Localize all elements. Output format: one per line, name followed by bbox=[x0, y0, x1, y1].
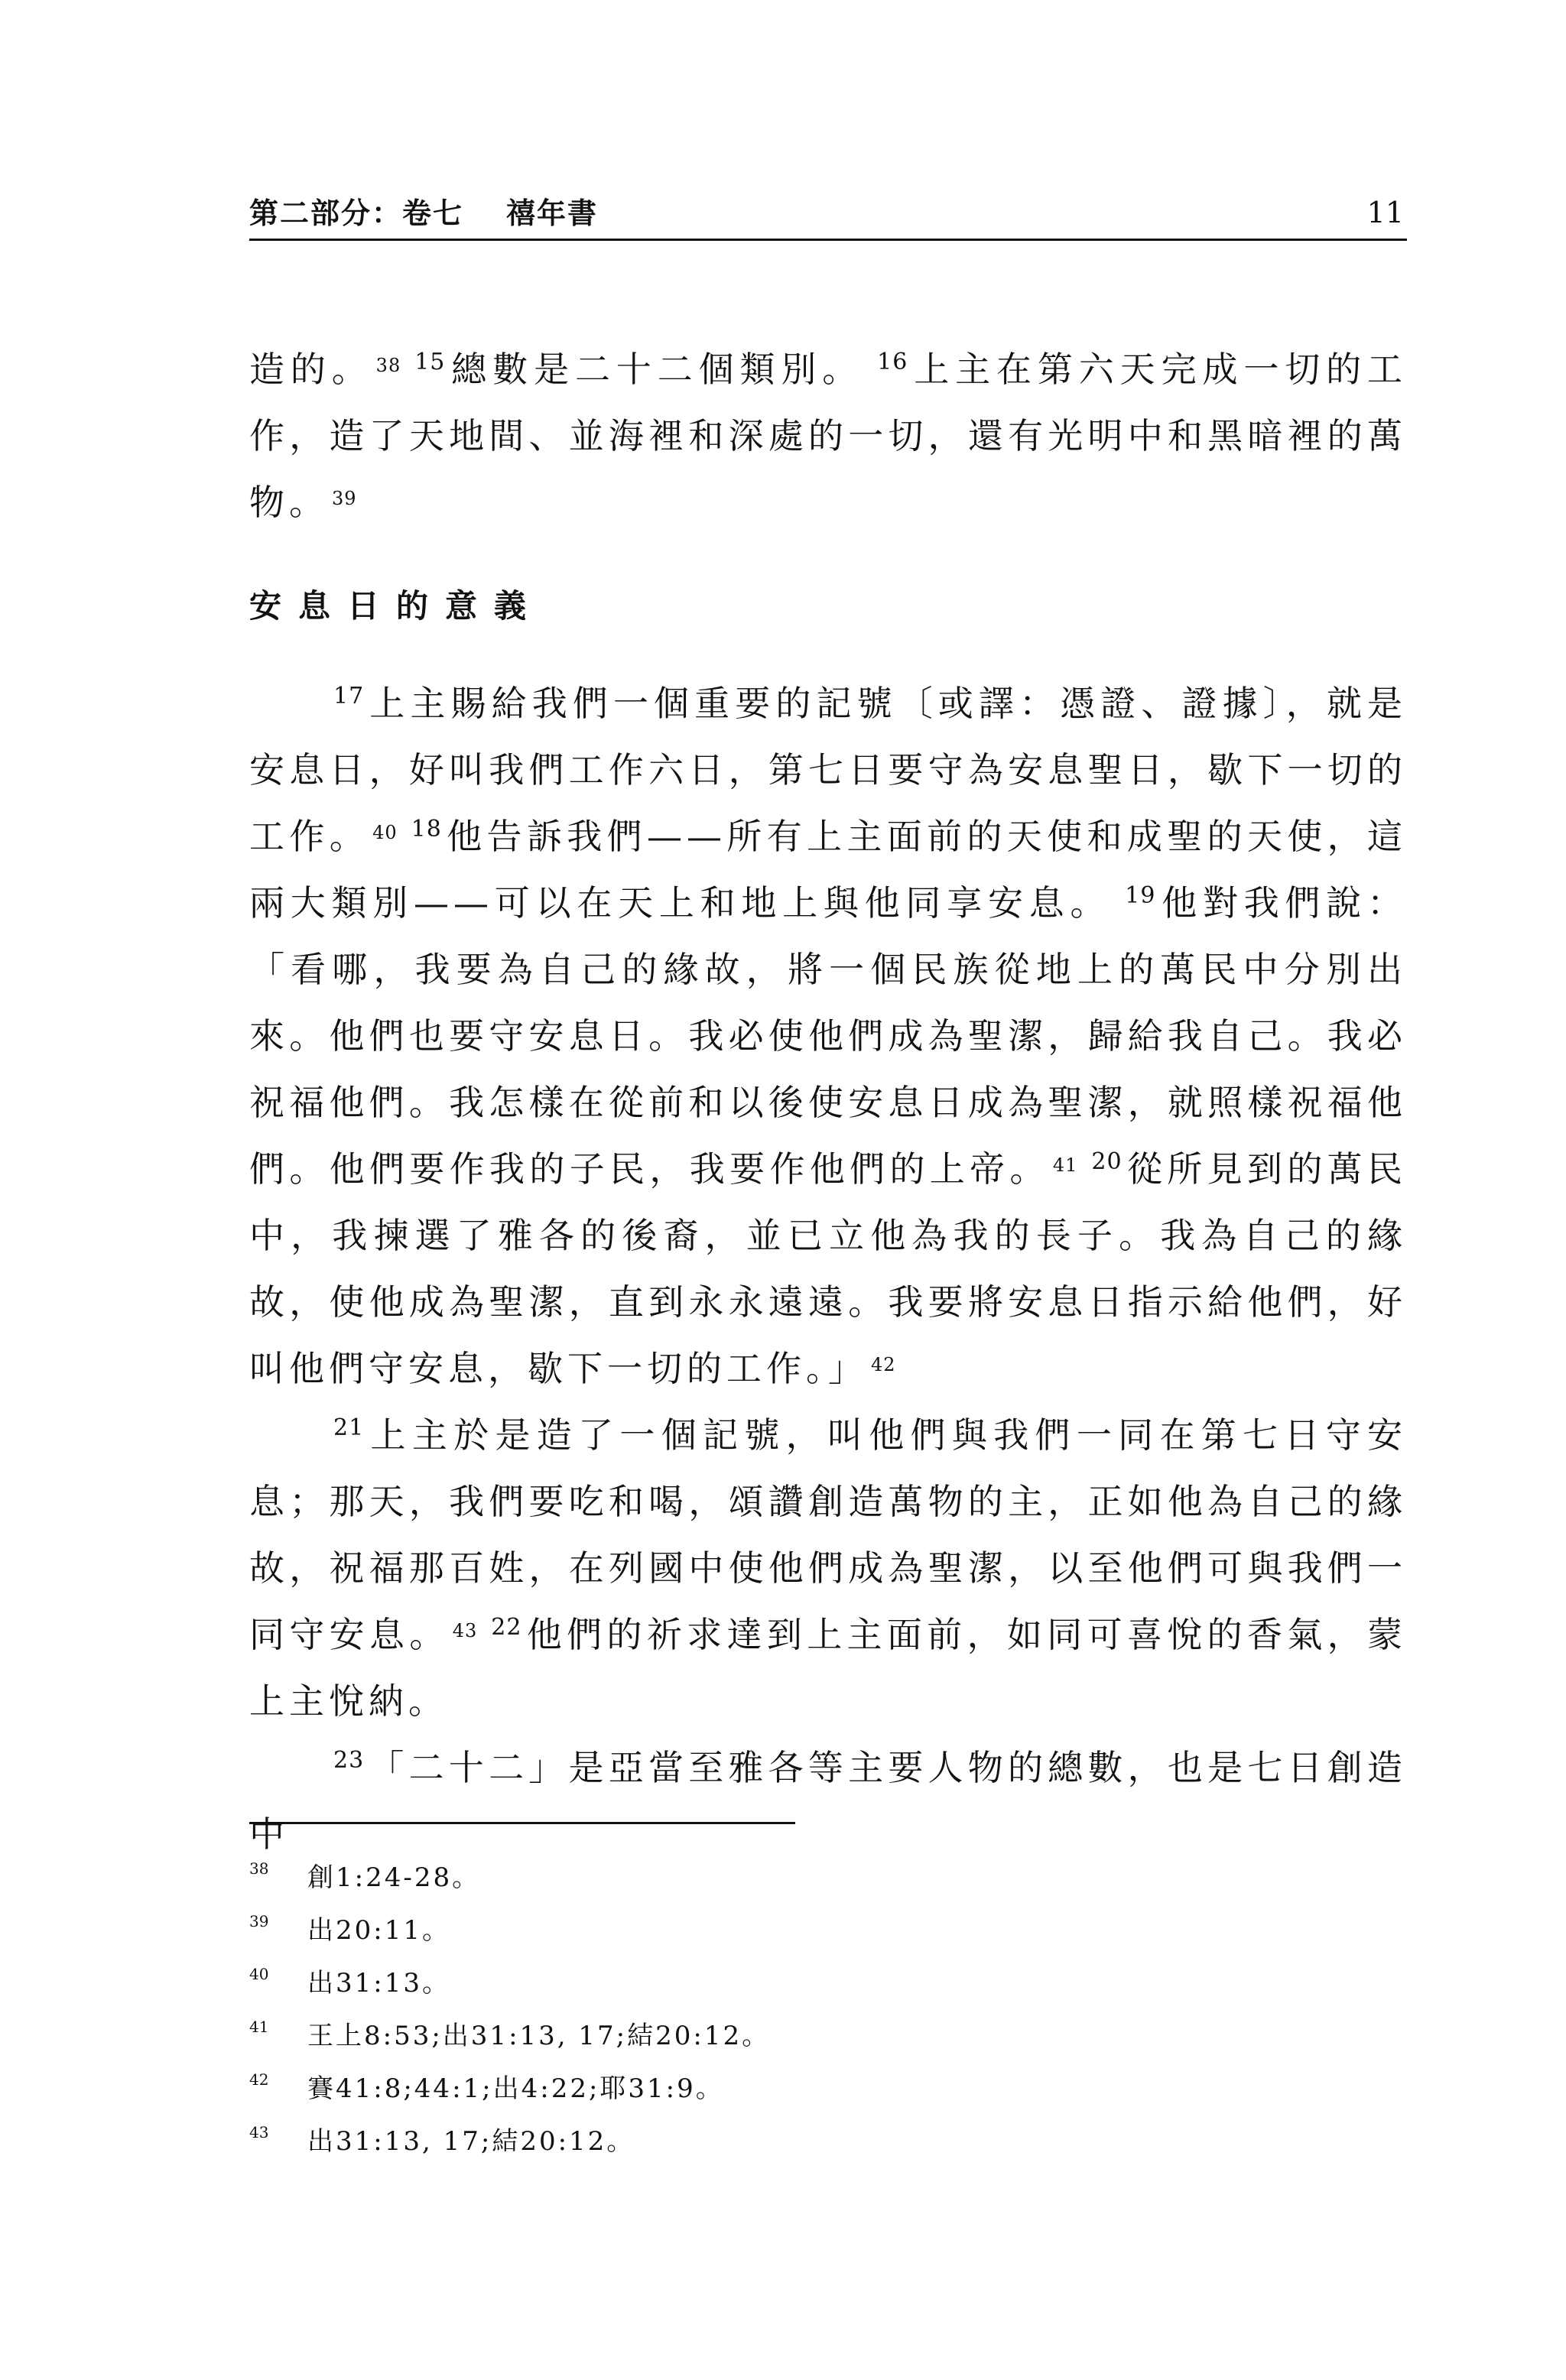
footnote-number: 41 bbox=[249, 2018, 269, 2036]
footnote-text: 王上8:53;出31:13, 17;結20:12。 bbox=[307, 2021, 771, 2051]
verse-number-15: 15 bbox=[414, 348, 446, 375]
footnote-text: 出20:11。 bbox=[307, 1915, 450, 1946]
footnote-number: 43 bbox=[249, 2123, 269, 2141]
footnote-ref-38[interactable]: 38 bbox=[375, 354, 401, 376]
text-run: 從所見到的萬民中，我揀選了雅各的後裔，並已立他為我的長子。我為自己的緣故，使他成為聖潔，直到永永遠遠。我要將安息日指示給他們，好叫他們守安息，歇下一切的工作。」 bbox=[249, 1148, 1408, 1389]
text-run: 造的。 bbox=[249, 349, 373, 390]
footnote-number: 42 bbox=[249, 2070, 269, 2089]
section-heading: 安息日的意義 bbox=[249, 587, 544, 625]
footnote-ref-39[interactable]: 39 bbox=[332, 487, 357, 509]
footnote-40 bbox=[249, 1948, 1407, 2001]
footnotes bbox=[249, 1843, 1407, 2159]
running-head-title bbox=[249, 190, 598, 232]
part-label: 第二部分：卷七 bbox=[249, 196, 464, 230]
footnote-42 bbox=[249, 2054, 1407, 2106]
footnote-38 bbox=[249, 1843, 1407, 1895]
book-title: 禧年書 bbox=[506, 196, 599, 230]
text-run: 上主賜給我們一個重要的記號〔或譯：憑證、證據〕，就是安息日，好叫我們工作六日，第七日要守為安息聖日，歇下一切的工作。 bbox=[249, 683, 1407, 857]
text-run: 總數是二十二個類別。 bbox=[450, 349, 864, 390]
page-number: 11 bbox=[1366, 196, 1404, 229]
text-run: 他們的祈求達到上主面前，如同可喜悅的香氣，蒙上主悅納。 bbox=[249, 1614, 1408, 1722]
verse-number-17: 17 bbox=[333, 682, 365, 709]
text-run: 他對我們說：「看哪，我要為自己的緣故，將一個民族從地上的萬民中分別出來。他們也要守安息日。我必使他們成為聖潔，歸給我自己。我必祝福他們。我怎樣在從前和以後使安息日成為聖潔，就照樣祝福他們。他們要作我的子民，我要作他們的上帝。 bbox=[249, 882, 1408, 1190]
footnote-39 bbox=[249, 1895, 1407, 1948]
footnote-text: 創1:24-28。 bbox=[307, 1862, 481, 1893]
verse-number-23: 23 bbox=[333, 1746, 365, 1774]
paragraph-2 bbox=[249, 670, 1407, 1402]
footnote-43 bbox=[249, 2106, 1407, 2159]
text-run: 「二十二」是亞當至雅各等主要人物的總數，也是七日創造中 bbox=[249, 1747, 1407, 1855]
footnote-number: 40 bbox=[249, 1965, 269, 1983]
paragraph-1 bbox=[249, 336, 1407, 536]
verse-number-18: 18 bbox=[411, 815, 442, 843]
verse-number-22: 22 bbox=[491, 1613, 522, 1641]
text-run: 上主在第六天完成一切的工作，造了天地間、並海裡和深處的一切，還有光明中和黑暗裡的萬物。 bbox=[249, 349, 1408, 523]
verse-number-16: 16 bbox=[877, 348, 908, 375]
footnote-text: 賽41:8;44:1;出4:22;耶31:9。 bbox=[307, 2073, 724, 2104]
main-text bbox=[249, 336, 1407, 1868]
verse-number-21: 21 bbox=[333, 1414, 365, 1441]
paragraph-3 bbox=[249, 1402, 1407, 1735]
footnote-number: 38 bbox=[249, 1859, 269, 1878]
footnote-ref-40[interactable]: 40 bbox=[372, 821, 398, 843]
footnote-text: 出31:13。 bbox=[307, 1968, 450, 1998]
footnote-ref-42[interactable]: 42 bbox=[871, 1353, 896, 1375]
running-head bbox=[249, 185, 1407, 241]
footnote-number: 39 bbox=[249, 1912, 269, 1930]
text-run: 上主於是造了一個記號，叫他們與我們一同在第七日守安息；那天，我們要吃和喝，頌讚創造萬物的主，正如他為自己的緣故，祝福那百姓，在列國中使他們成為聖潔，以至他們可與我們一同守安息。 bbox=[249, 1414, 1407, 1655]
verse-number-20: 20 bbox=[1091, 1148, 1123, 1175]
footnote-ref-43[interactable]: 43 bbox=[452, 1619, 478, 1641]
footnote-41 bbox=[249, 2001, 1407, 2054]
text-run: 他告訴我們——所有上主面前的天使和成聖的天使，這兩大類別——可以在天上和地上與他同享安息。 bbox=[249, 816, 1408, 924]
footnote-ref-41[interactable]: 41 bbox=[1052, 1154, 1078, 1176]
footnote-text: 出31:13, 17;結20:12。 bbox=[307, 2126, 635, 2157]
verse-number-19: 19 bbox=[1125, 882, 1156, 909]
footnote-separator bbox=[249, 1822, 795, 1824]
